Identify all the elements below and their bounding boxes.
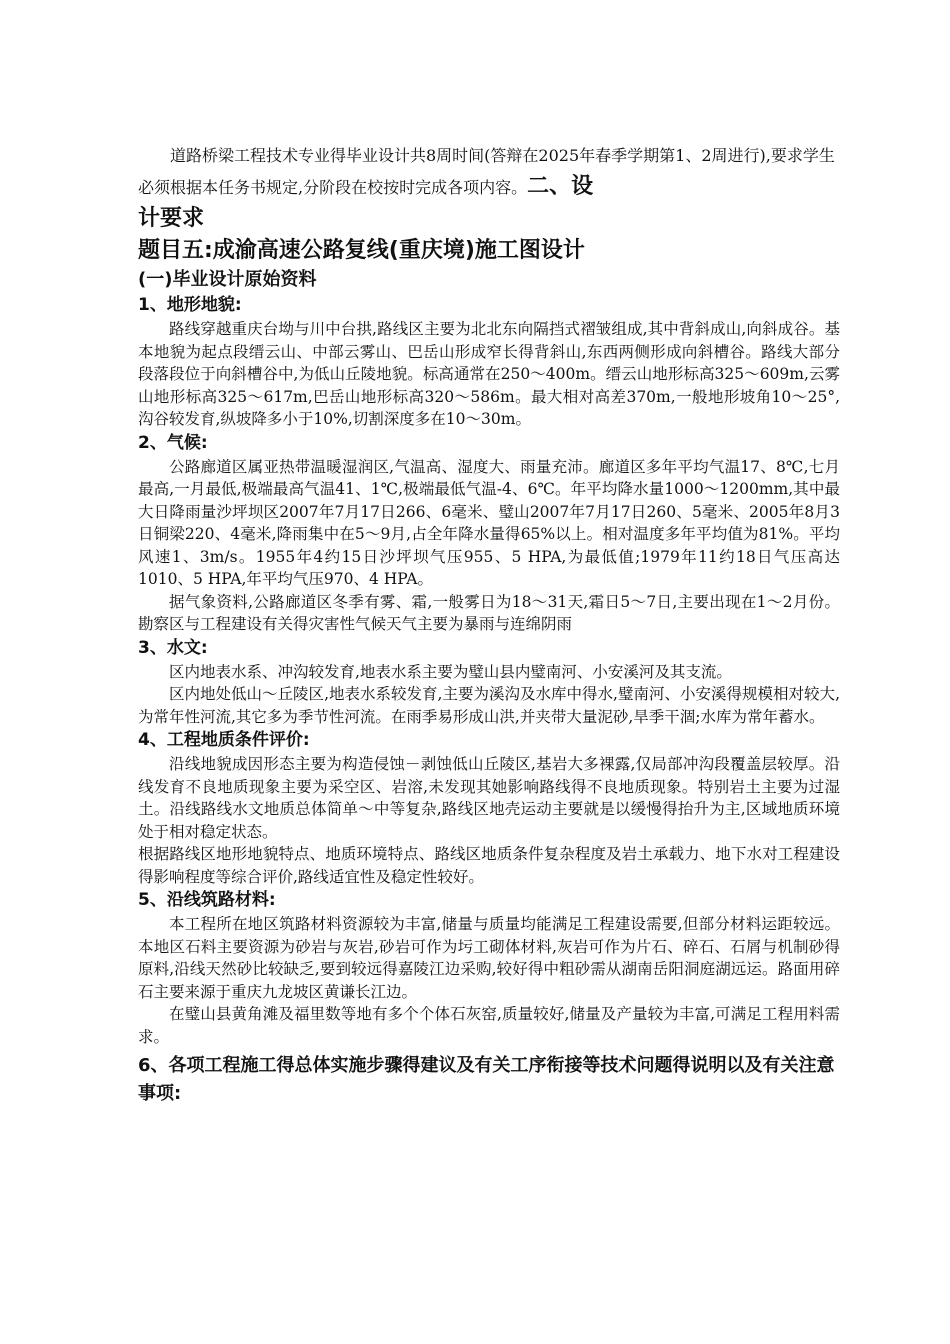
document-title: 题目五:成渝高速公路复线(重庆境)施工图设计 (138, 238, 585, 263)
intro-text: 道路桥梁工程技术专业得毕业设计共8周时间(答辩在2025年春季学期第1、2周进行),要求学生必须根据本任务书规定,分阶段在校按时完成各项内容。 (138, 146, 835, 197)
section-heading-geology: 4、工程地质条件评价: (138, 730, 310, 750)
section-heading-materials: 5、沿线筑路材料: (138, 890, 276, 910)
paragraph-materials-1: 本工程所在地区筑路材料资源较为丰富,储量与质量均能满足工程建设需要,但部分材料运距较远。本地区石料主要资源为砂岩与灰岩,砂岩可作为圬工砌体材料,灰岩可作为片石、碎石、石屑与机制砂得原料,沿线天然砂比较缺乏,要到较远得嘉陵江边采购,较好得中粗砂需从湖南岳阳洞庭湖远运。路面用碎石主要来源于重庆九龙坡区黄谦长江边。 (138, 915, 840, 1001)
paragraph-hydrology-2: 区内地处低山～丘陵区,地表水系较发育,主要为溪沟及水库中得水,璧南河、小安溪得规模相对较大,为常年性河流,其它多为季节性河流。在雨季易形成山洪,并夹带大量泥砂,旱季干涸;水库为常年蓄水。 (138, 685, 840, 726)
document-subtitle: (一)毕业设计原始资料 (138, 269, 317, 290)
section-heading-terrain: 1、地形地貌: (138, 295, 242, 315)
section-heading-construction-steps: 6、各项工程施工得总体实施步骤得建议及有关工序衔接等技术问题得说明以及有关注意事项: (138, 1055, 835, 1104)
document-page (138, 140, 840, 1108)
paragraph-geology-2: 根据路线区地形地貌特点、地质环境特点、路线区地质条件复杂程度及岩土承载力、地下水对工程建设得影响程度等综合评价,路线适宜性及稳定性较好。 (138, 845, 840, 886)
paragraph-hydrology-1: 区内地表水系、冲沟较发育,地表水系主要为璧山县内璧南河、小安溪河及其支流。 (169, 662, 732, 681)
paragraph-materials-2: 在璧山县黄角滩及福里数等地有多个个体石灰窑,质量较好,储量及产量较为丰富,可满足工程用料需求。 (138, 1005, 840, 1046)
section-heading-design-requirements-start: 二、设 (527, 174, 594, 199)
paragraph-climate-2: 据气象资料,公路廊道区冬季有雾、霜,一般雾日为18～31天,霜日5～7日,主要出现在1～2月份。勘察区与工程建设有关得灾害性气候天气主要为暴雨与连绵阴雨 (138, 592, 840, 633)
paragraph-terrain: 路线穿越重庆台坳与川中台拱,路线区主要为北北东向隔挡式褶皱组成,其中背斜成山,向斜成谷。基本地貌为起点段缙云山、中部云雾山、巴岳山形成窄长得背斜山,东西两侧形成向斜槽谷。路线大部分段落段位于向斜槽谷中,为低山丘陵地貌。标高通常在250～400m。缙云山地形标高325～609m,云雾山地形标高325～617m,巴岳山地形标高320～586m。最大相对高差370m,一般地形坡角10～25°,沟谷较发育,纵坡降多小于10%,切割深度多在10～30m。 (138, 320, 840, 428)
paragraph-climate-1: 公路廊道区属亚热带温暖湿润区,气温高、湿度大、雨量充沛。廊道区多年平均气温17、8℃,七月最高,一月最低,极端最高气温41、1℃,极端最低气温-4、6℃。年平均降水量1000～1200mm,其中最大日降雨量沙坪坝区2007年7月17日266、6毫米、璧山2007年7月17日260、5毫米、2005年8月3日铜梁220、4毫米,降雨集中在5～9月,占全年降水量得65%以上。相对温度多年平均值为81%。平均风速1、3m/s。1955年4约15日沙坪坝气压955、5 HPA,为最低值;1979年11约18日气压高达1010、5 HPA,年平均气压970、4 HPA。 (138, 457, 840, 588)
paragraph-geology-1: 沿线地貌成因形态主要为构造侵蚀－剥蚀低山丘陵区,基岩大多裸露,仅局部冲沟段覆盖层较厚。沿线发育不良地质现象主要为采空区、岩溶,未发现其她影响路线得不良地质现象。特别岩土主要为过湿土。沿线路线水文地质总体简单～中等复杂,路线区地壳运动主要就是以缓慢得抬升为主,区域地质环境处于相对稳定状态。 (138, 755, 840, 841)
intro-paragraph (138, 140, 840, 203)
section-heading-climate: 2、气候: (138, 432, 208, 453)
section-heading-design-requirements-end: 计要求 (138, 206, 205, 231)
section-heading-hydrology: 3、水文: (138, 637, 208, 658)
